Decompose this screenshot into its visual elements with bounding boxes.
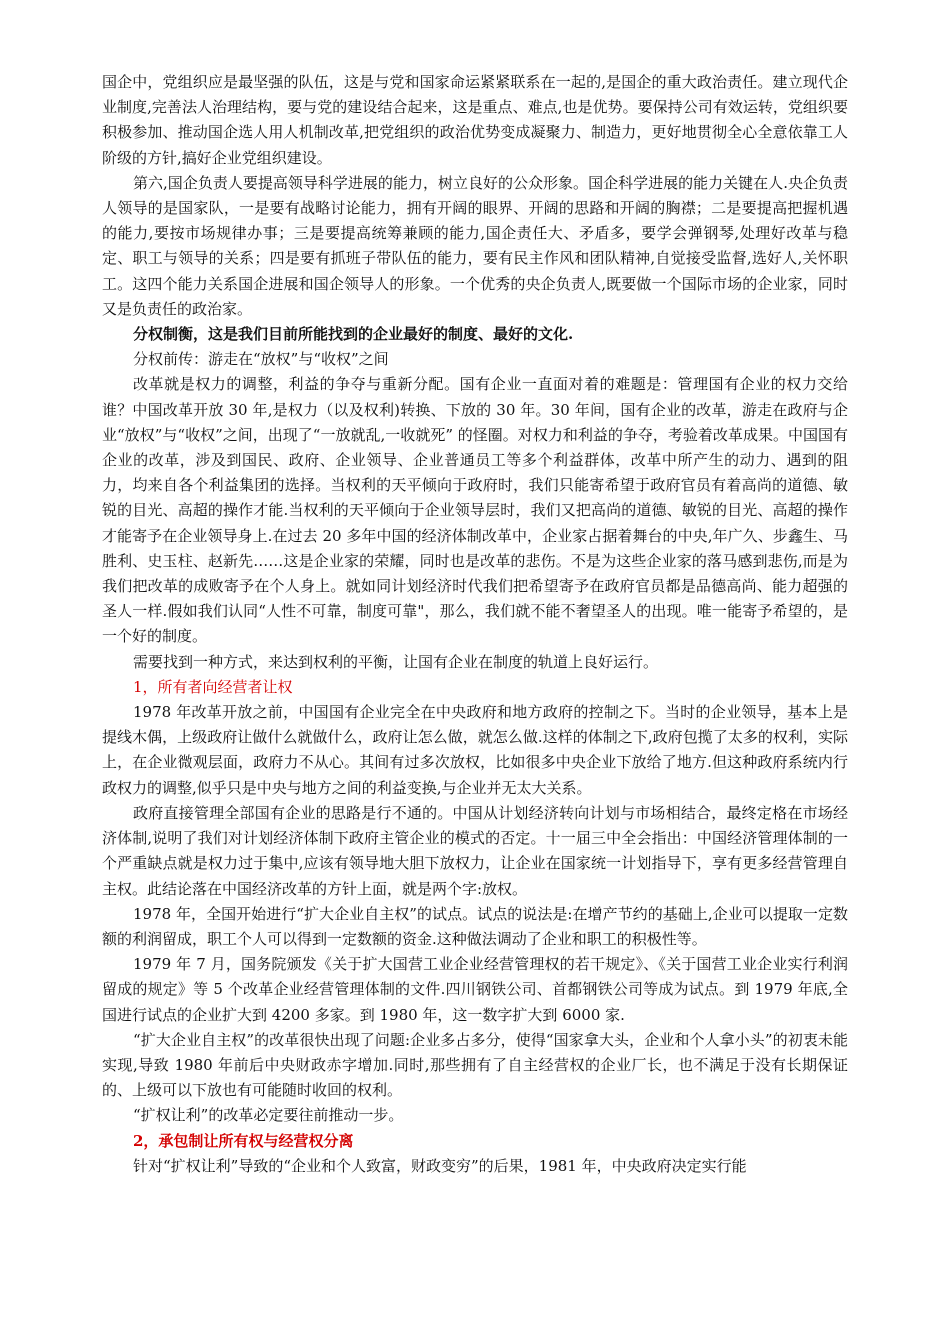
paragraph-1978-pilot: 1978 年，全国开始进行“扩大企业自主权”的试点。试点的说法是:在增产节约的基础上,企业可以提取一定数额的利润留成，职工个人可以得到一定数额的资金.这种做法调动了企业和职工的积极性等。	[102, 904, 848, 948]
paragraph-problems: “扩大企业自主权”的改革很快出现了问题:企业多占多分，使得“国家拿大头，企业和个人拿小头”的初衷未能实现,导致 1980 年前后中央财政赤字增加.同时,那些拥有了自主经营权的企业厂长，也不满足于没有长期保证的、上级可以下放也有可能随时收回的权利。	[102, 1030, 848, 1100]
paragraph-1978-before: 1978 年改革开放之前，中国国有企业完全在中央政府和地方政府的控制之下。当时的企业领导，基本上是提线木偶，上级政府让做什么就做什么，政府让怎么做，就怎么做.这样的体制之下,政府包揽了太多的权利，实际上，在企业微观层面，政府力不从心。其间有过多次放权，比如很多中央企业下放给了地方.但这种政府系统内行政权力的调整,似乎只是中央与地方之间的利益变换,与企业并无太大关系。	[102, 703, 848, 797]
paragraph-balance: 需要找到一种方式，来达到权利的平衡，让国有企业在制度的轨道上良好运行。	[133, 652, 659, 671]
paragraph-government-direct: 政府直接管理全部国有企业的思路是行不通的。中国从计划经济转向计划与市场相结合，最终定格在市场经济体制,说明了我们对计划经济体制下政府主管企业的模式的否定。十一届三中全会指出：中国经济管理体制的一个严重缺点就是权力过于集中,应该有领导地大胆下放权力，让企业在国家统一计划指导下，享有更多经营管理自主权。此结论落在中国经济改革的方针上面，就是两个字:放权。	[102, 803, 848, 898]
heading-separation-of-powers: 分权制衡，这是我们目前所能找到的企业最好的制度、最好的文化.	[133, 325, 574, 344]
section-heading-1: 1，所有者向经营者让权	[133, 677, 293, 696]
paragraph-1979-july: 1979 年 7 月，国务院颁发《关于扩大国营工业企业经营管理权的若干规定》、《关于国营工业企业实行利润留成的规定》等 5 个改革企业经营管理体制的文件.四川钢铁公司、首都钢铁公司等成为试点。到 1979 年底,全国进行试点的企业扩大到 4200 多家。到 1980 年，这一数字扩大到 6000 家.	[102, 955, 848, 1024]
paragraph-party-organization: 国企中，党组织应是最坚强的队伍，这是与党和国家命运紧紧联系在一起的,是国企的重大政治责任。建立现代企业制度,完善法人治理结构，要与党的建设结合起来，这是重点、难点,也是优势。要保持公司有效运转，党组织要积极参加、推动国企选人用人机制改革,把党组织的政治优势变成凝聚力、制造力，更好地贯彻全心全意依靠工人阶级的方针,搞好企业党组织建设。	[102, 73, 848, 167]
document-page	[102, 70, 848, 1179]
subheading-prelude: 分权前传：游走在“放权”与“收权”之间	[133, 350, 389, 369]
paragraph-reform-power: 改革就是权力的调整，利益的争夺与重新分配。国有企业一直面对着的难题是：管理国有企业的权力交给谁？中国改革开放 30 年,是权力（以及权利)转换、下放的 30 年。30 年间，国有企业的改革，游走在政府与企业“放权”与“收权”之间，出现了“一放就乱,一收就死” 的怪圈。对权力和利益的争夺，考验着改革成果。中国国有企业的改革，涉及到国民、政府、企业领导、企业普通员工等多个利益群体，改革中所产生的动力、遇到的阻力，均来自各个利益集团的选择。当权利的天平倾向于政府时，我们只能寄希望于政府官员有着高尚的道德、敏锐的目光、高超的操作才能.当权利的天平倾向于企业领导层时，我们又把高尚的道德、敏锐的目光、高超的操作才能寄予在企业领导身上.在过去 20 多年中国的经济体制改革中，企业家占据着舞台的中央,年广久、步鑫生、马胜利、史玉柱、赵新先……这是企业家的荣耀，同时也是改革的悲伤。不是为这些企业家的落马感到悲伤,而是为我们把改革的成败寄予在个人身上。就如同计划经济时代我们把希望寄予在政府官员都是品德高尚、能力超强的圣人一样.假如我们认同“人性不可靠，制度可靠"，那么，我们就不能不奢望圣人的出现。唯一能寄予希望的，是一个好的制度。	[102, 375, 848, 646]
section-heading-2: 2，承包制让所有权与经营权分离	[133, 1131, 354, 1150]
paragraph-point-six: 第六,国企负责人要提高领导科学进展的能力，树立良好的公众形象。国企科学进展的能力关键在人.央企负责人领导的是国家队，一是要有战略讨论能力，拥有开阔的眼界、开阔的思路和开阔的胸襟；二是要提高把握机遇的能力,要按市场规律办事；三是要提高统筹兼顾的能力,国企责任大、矛盾多，要学会弹钢琴,处理好改革与稳定、职工与领导的关系；四是要有抓班子带队伍的能力，要有民主作风和团队精神,自觉接受监督,选好人,关怀职工。这四个能力关系国企进展和国企领导人的形象。一个优秀的央企负责人,既要做一个国际市场的企业家，同时又是负责任的政治家。	[102, 173, 848, 318]
paragraph-push-forward: “扩权让利”的改革必定要往前推动一步。	[133, 1106, 404, 1125]
paragraph-1981: 针对“扩权让利”导致的“企业和个人致富，财政变穷”的后果，1981 年，中央政府决定实行能	[133, 1156, 747, 1175]
